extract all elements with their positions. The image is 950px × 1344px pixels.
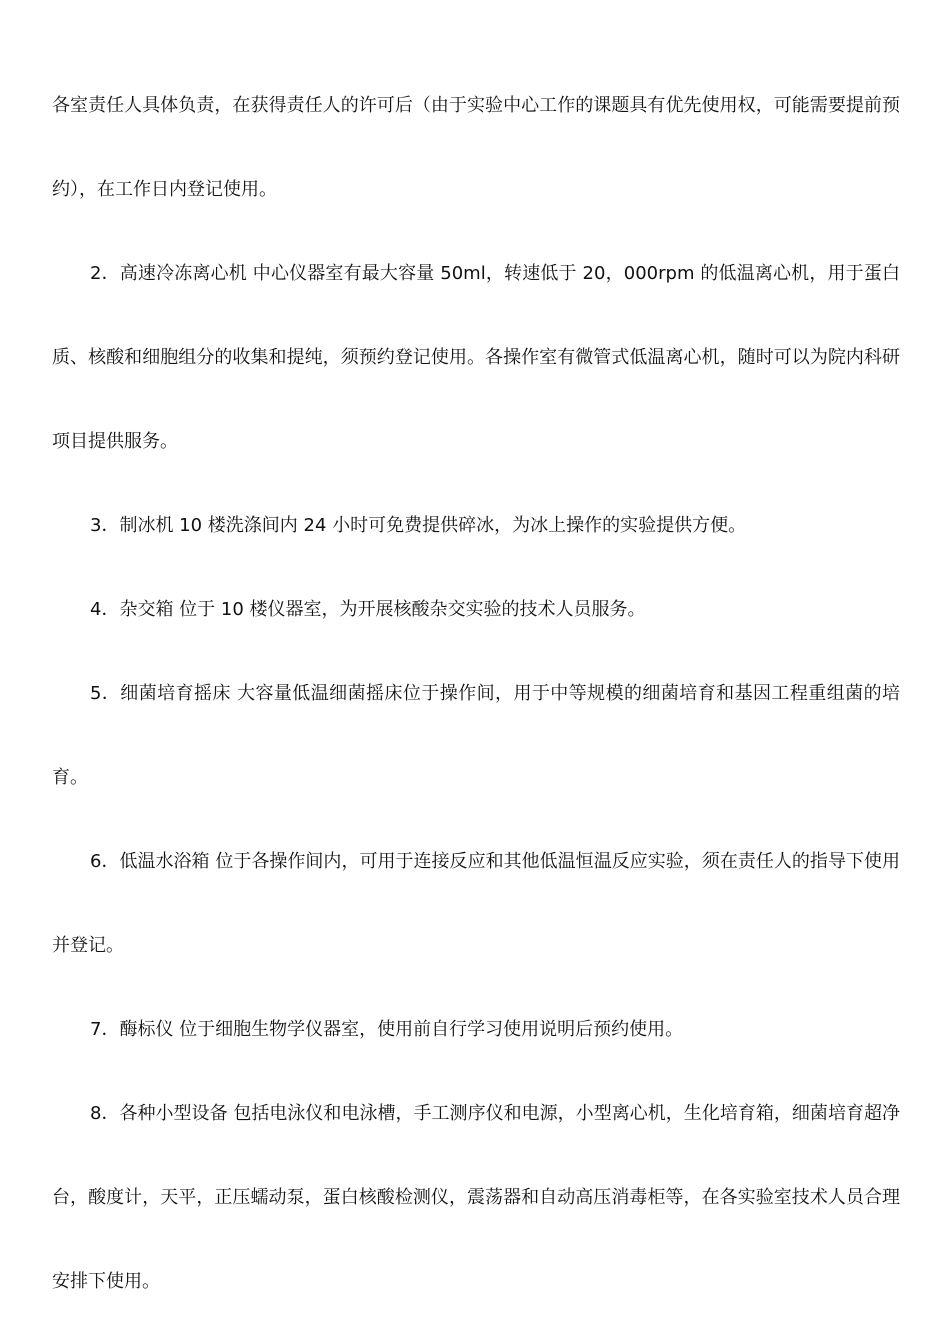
paragraph-item-8-small-equipment: 8．各种小型设备 包括电泳仪和电泳槽，手工测序仪和电源，小型离心机，生化培育箱，细菌培育超净台，酸度计，天平，正压蠕动泵，蛋白核酸检测仪，震荡器和自动高压消毒柜等，在各实验室技术人员合理安排下使用。: [52, 1103, 900, 1292]
document-page: [52, 64, 900, 1324]
paragraph-item-3-ice-machine: 3．制冰机 10 楼洗涤间内 24 小时可免费提供碎冰，为冰上操作的实验提供方便。: [90, 515, 747, 536]
paragraph-item-4-hybridization-oven: 4．杂交箱 位于 10 楼仪器室，为开展核酸杂交实验的技术人员服务。: [90, 599, 646, 620]
paragraph-item-2-centrifuge: 2．高速冷冻离心机 中心仪器室有最大容量 50ml，转速低于 20，000rpm 的低温离心机，用于蛋白质、核酸和细胞组分的收集和提纯，须预约登记使用。各操作室有微管式低温离心机，随时可以为院内科研项目提供服务。: [52, 263, 900, 452]
paragraph-item-6-water-bath: 6．低温水浴箱 位于各操作间内，可用于连接反应和其他低温恒温反应实验，须在责任人的指导下使用并登记。: [52, 851, 900, 956]
paragraph-continuation: 各室责任人具体负责，在获得责任人的许可后（由于实验中心工作的课题具有优先使用权，可能需要提前预约），在工作日内登记使用。: [52, 95, 900, 200]
paragraph-item-7-microplate-reader: 7．酶标仪 位于细胞生物学仪器室，使用前自行学习使用说明后预约使用。: [90, 1019, 684, 1040]
paragraph-item-5-shaker: 5．细菌培育摇床 大容量低温细菌摇床位于操作间，用于中等规模的细菌培育和基因工程重组菌的培育。: [52, 683, 900, 788]
